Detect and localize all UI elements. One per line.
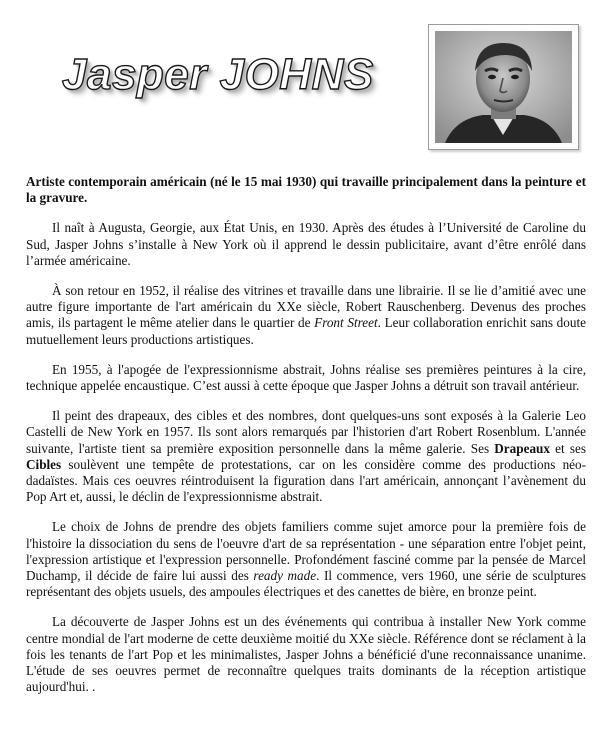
text-run: Il peint des drapeaux, des cibles et des nombres, dont quelques-uns sont exposés à la Galerie Leo Castelli de New York en 1957. Ils sont alors remarqués par l'historien d'art Robert Rosenblum. L'année suivante, l'artiste tient sa première exposition personnelle dans la même galerie. Ses [26, 408, 586, 456]
article-body [26, 174, 586, 709]
paragraph-return-1952 [26, 283, 586, 348]
paragraph-familiar-objects [26, 519, 586, 600]
page-title: Jasper JOHNS [62, 50, 374, 99]
text-run: . Leur collaboration enrichit sans doute mutuellement leurs productions artistiques. [26, 315, 586, 347]
bold-term: Cibles [26, 456, 62, 472]
italic-term: Front Street [314, 315, 378, 331]
portrait-photo-icon [435, 31, 572, 143]
text-run: soulèvent une tempête de protestations, car on les considère comme des productions néo-dadaïstes. Mais ces oeuvres réintroduisent la figuration dans l'art américain, annonçant l’avènement du Pop Art et, aussi, le déclin de l'expressionnisme abstrait. [26, 456, 586, 505]
text-run: . Il commence, vers 1960, une série de sculptures représentant des objets usuels, des ampoules électriques et des canettes de bière, en bronze peint. [26, 568, 587, 600]
paragraph-1955: En 1955, à l'apogée de l'expressionnisme abstrait, Johns réalise ses premières peintures à la cire, technique appelée encaustique. C’est aussi à cette époque que Jasper Johns a détruit son travail antérieur. [26, 361, 586, 394]
text-run: Le choix de Johns de prendre des objets familiers comme sujet amorce pour la première fois de l'histoire la dissociation du sens de l'oeuvre d'art de sa représentation - une séparation entre l'objet peint, l'expression artistique et l'expression personnelle. Profondément fasciné comme par la pensée de Marcel Duchamp, il décide de faire lui aussi des [26, 519, 586, 584]
text-run: et ses [549, 440, 586, 456]
paragraph-legacy: La découverte de Jasper Johns est un des événements qui contribua à installer New York comme centre mondial de l'art moderne de cette deuxième moitié du XXe siècle. Référence dont se réclament à la fois les tenants de l'art Pop et les minimalistes, Jasper Johns a bénéficié d'une reconnaissance unanime. L'étude de ses oeuvres permet de reconnaître quelques traits dominants de la réception artistique aujourd'hui. . [26, 614, 586, 695]
bold-term: Drapeaux [494, 440, 550, 456]
paragraph-flags-targets [26, 408, 586, 505]
text-run: À son retour en 1952, il réalise des vitrines et travaille dans une librairie. Il se lie d’amitié avec une autre figure importante de l'art américain du XXe siècle, Robert Rauschenberg. Devenus des proches amis, ils partagent le même atelier dans le quartier de [26, 283, 586, 331]
italic-term: ready made [253, 568, 317, 584]
paragraph-birth: Il naît à Augusta, Georgie, aux État Unis, en 1930. Après des études à l’Université de Caroline du Sud, Jasper Johns s’installe à New York où il apprend le dessin publicitaire, avant d’être enrôlé dans l’armée américaine. [26, 220, 586, 268]
intro-paragraph: Artiste contemporain américain (né le 15 mai 1930) qui travaille principalement dans la peinture et la gravure. [26, 174, 586, 206]
portrait-photo [428, 24, 579, 150]
